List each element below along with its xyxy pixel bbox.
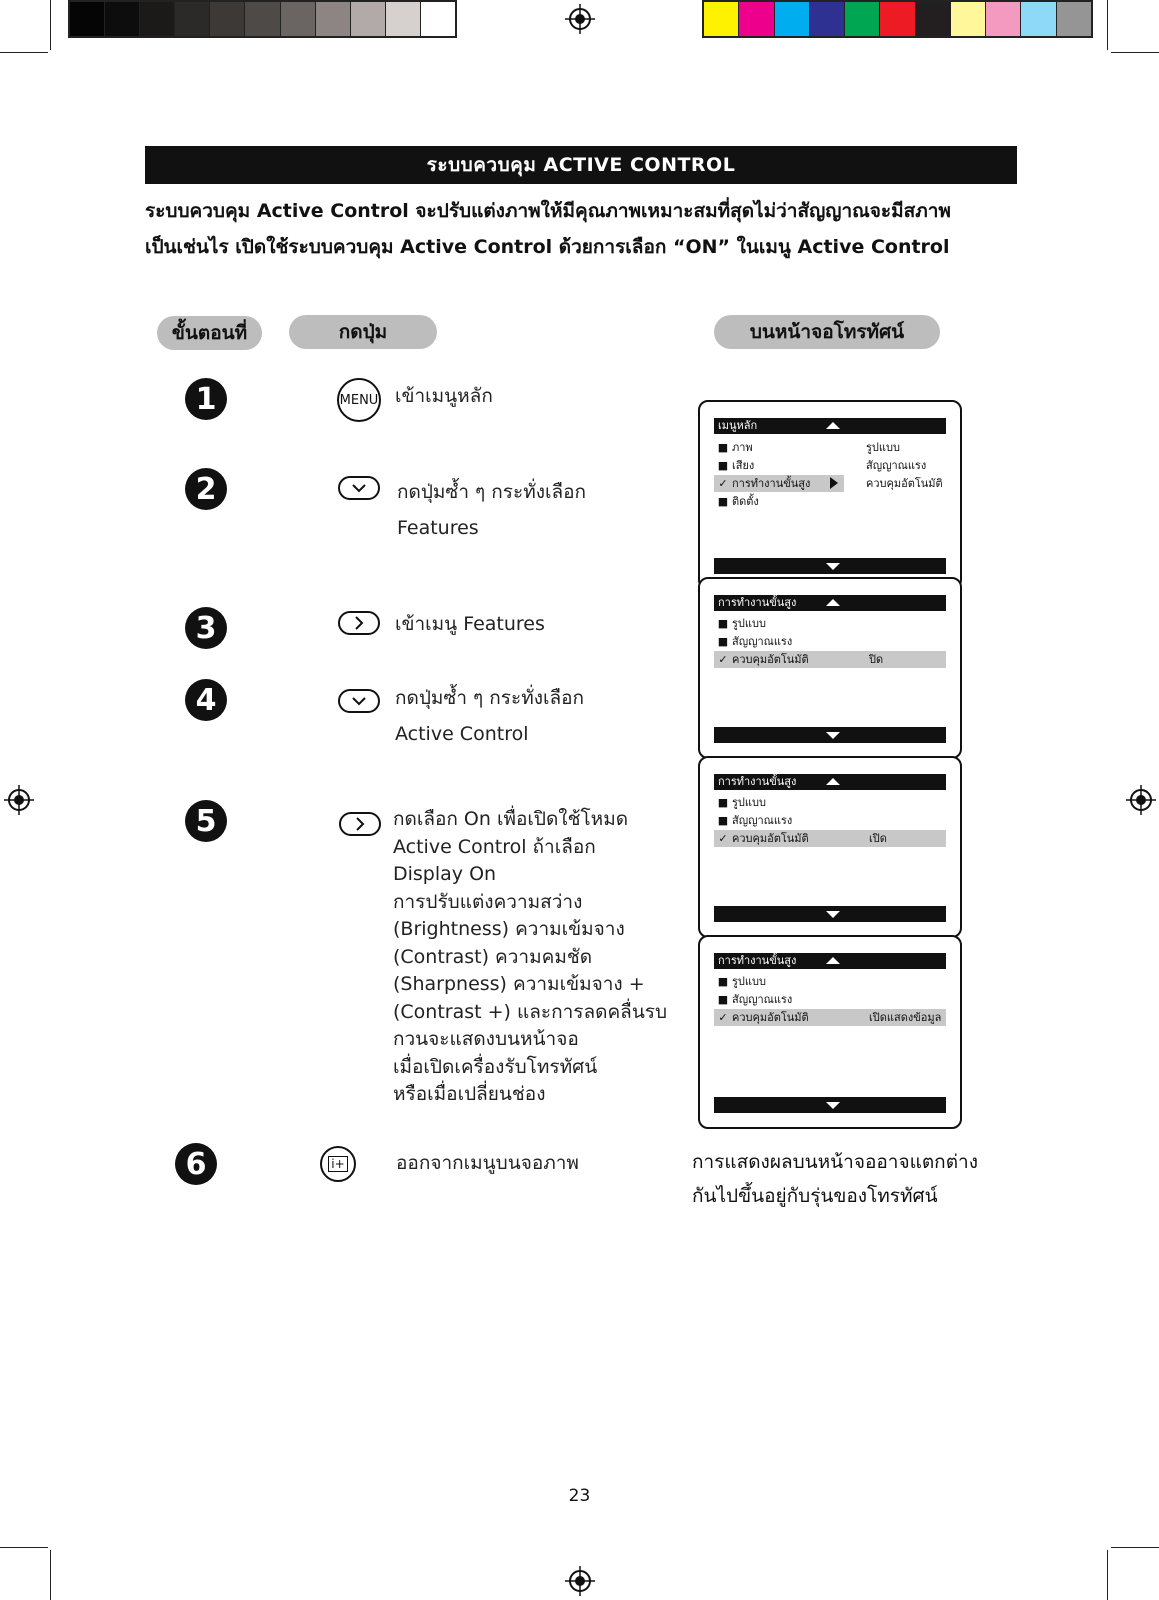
- menu-item: ■ สัญญาณแรง: [717, 814, 793, 827]
- color-swatch: [1021, 2, 1056, 36]
- color-calibration-strip: [702, 0, 1093, 38]
- crop-mark: [1107, 1550, 1108, 1600]
- menu-item-selected: ✓ การทำงานขั้นสูง: [714, 475, 844, 492]
- menu-item: ■ รูปแบบ: [717, 796, 766, 809]
- color-swatch: [951, 2, 986, 36]
- screen-footer: [714, 906, 946, 922]
- arrow-down-icon: [826, 911, 840, 918]
- registration-mark-icon: [1126, 785, 1156, 815]
- info-button-icon: i+: [320, 1146, 356, 1182]
- color-swatch: [351, 2, 386, 36]
- color-swatch: [175, 2, 210, 36]
- menu-button-icon: MENU: [337, 378, 381, 422]
- arrow-up-icon: [826, 422, 840, 429]
- menu-item-value: เปิด: [869, 832, 887, 845]
- step-4-text: กดปุ่มซ้ำ ๆ กระทั่งเลือก Active Control: [395, 687, 585, 745]
- screen-footer: [714, 558, 946, 574]
- color-swatch: [316, 2, 351, 36]
- arrow-right-icon: [830, 477, 838, 489]
- menu-item: ■ รูปแบบ: [717, 975, 766, 988]
- tv-screen-main-menu: [698, 400, 962, 590]
- screen-footer: [714, 1097, 946, 1113]
- step-number: 2: [185, 468, 227, 510]
- menu-item-value: เปิดแสดงข้อมูล: [869, 1011, 942, 1024]
- menu-item-value: ปิด: [869, 653, 884, 666]
- intro-line-2: เป็นเช่นไร เปิดใช้ระบบควบคุม Active Control ด้วยการเลือก “ON” ในเมนู Active Control: [145, 236, 950, 258]
- step-number: 6: [175, 1143, 217, 1185]
- crop-mark: [50, 1550, 51, 1600]
- color-swatch: [1057, 2, 1091, 36]
- header-press: กดปุ่ม: [289, 315, 437, 349]
- step-2-text: กดปุ่มซ้ำ ๆ กระทั่งเลือก Features: [397, 481, 587, 539]
- arrow-up-icon: [826, 778, 840, 785]
- screen-header: การทำงานขั้นสูง: [714, 595, 946, 611]
- page-number: 23: [568, 1486, 591, 1506]
- color-swatch: [704, 2, 739, 36]
- screen-header: การทำงานขั้นสูง: [714, 774, 946, 790]
- registration-mark-icon: [4, 785, 34, 815]
- menu-item: ■ สัญญาณแรง: [717, 993, 793, 1006]
- section-title: ระบบควบคุม ACTIVE CONTROL: [145, 146, 1017, 184]
- color-swatch: [880, 2, 915, 36]
- tv-screen-features-off: [698, 577, 962, 759]
- color-swatch: [70, 2, 105, 36]
- right-button-icon: [339, 812, 381, 836]
- step-number: 1: [185, 378, 227, 420]
- header-screen: บนหน้าจอโทรทัศน์: [714, 315, 940, 349]
- tv-screen-features-on: [698, 756, 962, 938]
- crop-mark: [1111, 1547, 1159, 1548]
- registration-mark-icon: [565, 1566, 595, 1596]
- color-swatch: [916, 2, 951, 36]
- step-5-text: กดเลือก On เพื่อเปิดใช้โหมด Active Control ถ้าเลือก Display On การปรับแต่งความสว่าง (Brightness) ความเข้มจาง (Contrast) ความคมชัด (Sharpness) ความเข้มจาง + (Contrast +) และการลดคลื่นรบ กวนจะแสดงบนหน้าจอ เมื่อเปิดเครื่องรับโทรทัศน์ หรือเมื่อเปลี่ยนช่อง: [393, 808, 668, 1105]
- menu-item-selected: ✓ ควบคุมอัตโนมัติ เปิด: [714, 830, 946, 847]
- menu-item-selected: ✓ ควบคุมอัตโนมัติ เปิดแสดงข้อมูล: [714, 1009, 946, 1026]
- step-1-text: เข้าเมนูหลัก: [395, 385, 493, 407]
- crop-mark: [0, 52, 48, 53]
- step-number: 3: [185, 607, 227, 649]
- menu-item: ■ สัญญาณแรง: [717, 635, 793, 648]
- down-button-icon: [338, 689, 380, 713]
- color-swatch: [421, 2, 455, 36]
- submenu-preview-item: รูปแบบ: [866, 441, 900, 454]
- menu-item: ■ ภาพ: [717, 441, 753, 454]
- color-swatch: [281, 2, 316, 36]
- screen-footer: [714, 727, 946, 743]
- color-swatch: [140, 2, 175, 36]
- screen-header: เมนูหลัก: [714, 418, 946, 434]
- color-swatch: [739, 2, 774, 36]
- grayscale-calibration-strip: [68, 0, 457, 38]
- menu-item-selected: ✓ ควบคุมอัตโนมัติ ปิด: [714, 651, 946, 668]
- color-swatch: [245, 2, 280, 36]
- crop-mark: [0, 1547, 48, 1548]
- color-swatch: [386, 2, 421, 36]
- color-swatch: [986, 2, 1021, 36]
- crop-mark: [1111, 52, 1159, 53]
- color-swatch: [845, 2, 880, 36]
- menu-item: ■ รูปแบบ: [717, 617, 766, 630]
- arrow-down-icon: [826, 732, 840, 739]
- down-button-icon: [338, 476, 380, 500]
- color-swatch: [775, 2, 810, 36]
- step-number: 4: [185, 679, 227, 721]
- crop-mark: [50, 0, 51, 50]
- registration-mark-icon: [565, 4, 595, 34]
- step-6-text: ออกจากเมนูบนจอภาพ: [396, 1152, 579, 1174]
- tv-screen-features-display-on: [698, 935, 962, 1129]
- screen-header: การทำงานขั้นสูง: [714, 953, 946, 969]
- arrow-up-icon: [826, 957, 840, 964]
- arrow-down-icon: [826, 563, 840, 570]
- color-swatch: [210, 2, 245, 36]
- header-step: ขั้นตอนที่: [157, 316, 262, 350]
- menu-item: ■ ติดตั้ง: [717, 495, 759, 508]
- step-3-text: เข้าเมนู Features: [395, 613, 545, 635]
- crop-mark: [1107, 0, 1108, 50]
- right-button-icon: [338, 611, 380, 635]
- display-note: การแสดงผลบนหน้าจออาจแตกต่าง กันไปขึ้นอยู่กับรุ่นของโทรทัศน์: [692, 1151, 978, 1207]
- color-swatch: [810, 2, 845, 36]
- arrow-down-icon: [826, 1102, 840, 1109]
- color-swatch: [105, 2, 140, 36]
- intro-line-1: ระบบควบคุม Active Control จะปรับแต่งภาพให้มีคุณภาพเหมาะสมที่สุดไม่ว่าสัญญาณจะมีสภาพ: [145, 200, 951, 222]
- menu-item: ■ เสียง: [717, 459, 755, 472]
- arrow-up-icon: [826, 599, 840, 606]
- step-number: 5: [185, 800, 227, 842]
- submenu-preview-item: สัญญาณแรง: [866, 459, 927, 472]
- submenu-preview-item: ควบคุมอัตโนมัติ: [866, 477, 943, 490]
